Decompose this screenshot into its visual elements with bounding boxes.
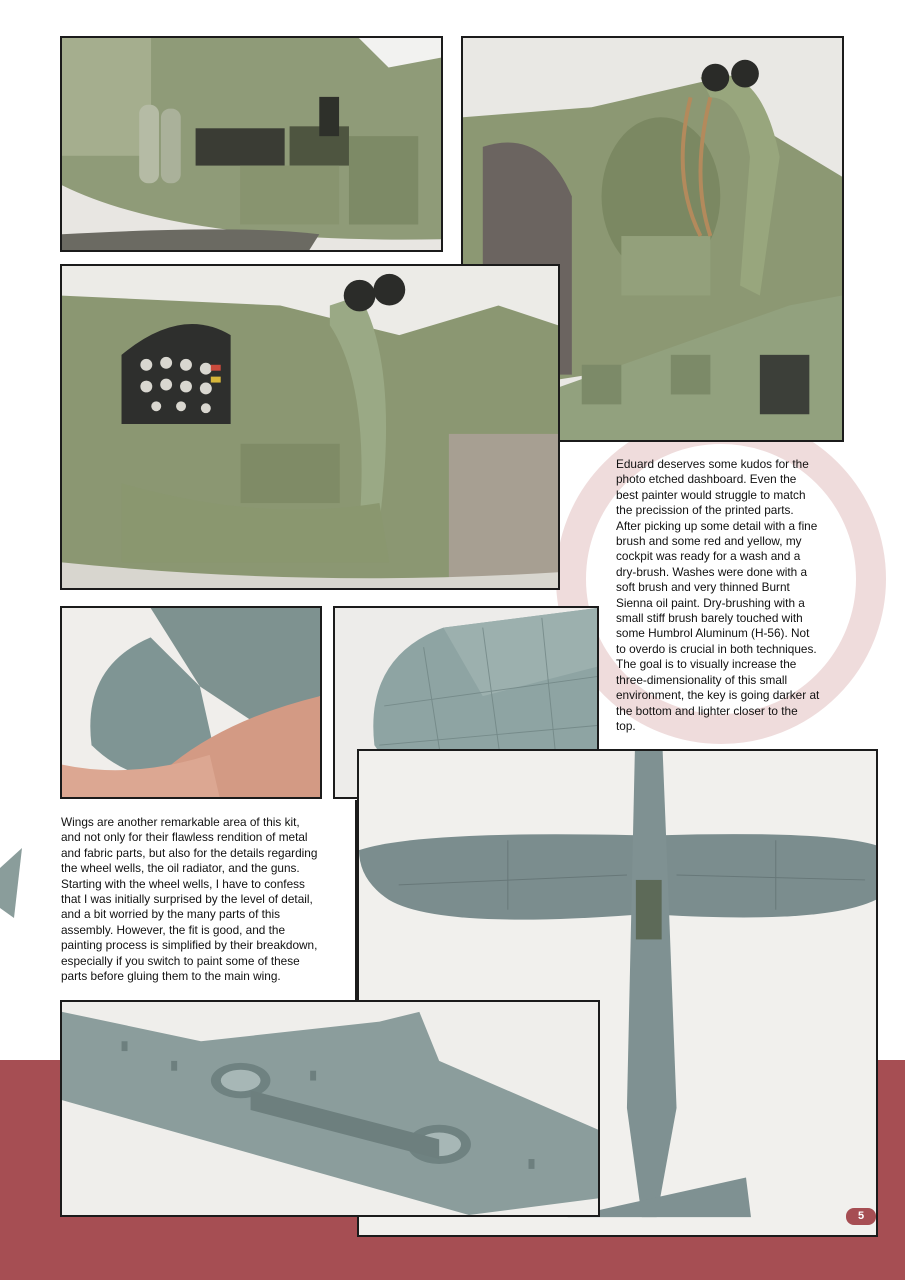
cropped-photo-fragment (0, 848, 26, 918)
wingtip-in-hand-photo (60, 606, 322, 799)
text-line: some Humbrol Aluminum (H-56). Not (616, 626, 810, 641)
lower-wing-photo (60, 1000, 600, 1217)
text-frame-line (355, 800, 357, 1000)
text-line: The goal is to visually increase the (616, 657, 797, 672)
cockpit-sidewall-photo (60, 36, 443, 252)
text-line: Starting with the wheel wells, I have to confess (61, 876, 305, 891)
text-line: three-dimensionality of this small (616, 672, 788, 687)
text-line: soft brush and very thinned Burnt (616, 580, 790, 595)
text-line: painting process is simplified by their breakdown, (61, 938, 318, 953)
text-line: and fabric parts, but also for the details regarding (61, 845, 318, 860)
text-line: cockpit was ready for a wash and a (616, 549, 801, 564)
text-line: that I was initially surprised by the level of detail, (61, 892, 313, 907)
text-line: to overdo is crucial in both techniques. (616, 641, 817, 656)
text-line: environment, the key is going darker at (616, 688, 820, 703)
text-line: small stiff brush barely touched with (616, 611, 803, 626)
text-line: dry-brush. Washes were done with a (616, 564, 808, 579)
text-line: and a bit worried by the many parts of this (61, 907, 281, 922)
text-line: Eduard deserves some kudos for the (616, 457, 809, 471)
text-line: After picking up some detail with a fine (616, 518, 818, 533)
text-line: parts before gluing them to the main wing. (61, 969, 281, 984)
page-number: 5 (846, 1208, 876, 1225)
text-line: Sienna oil paint. Dry-brushing with a (616, 595, 805, 610)
dashboard-paragraph (616, 457, 838, 734)
text-line: especially if you switch to paint some of these (61, 953, 300, 968)
text-line: the bottom and lighter closer to the (616, 703, 798, 718)
text-line: Wings are another remarkable area of this kit, (61, 815, 300, 829)
text-line: brush and some red and yellow, my (616, 534, 802, 549)
text-line: top. (616, 718, 636, 733)
text-line: and not only for their flawless rendition of metal (61, 830, 308, 845)
text-line: assembly. However, the fit is good, and the (61, 922, 286, 937)
text-line: the wheel wells, the oil radiator, and the guns. (61, 861, 300, 876)
text-line: photo etched dashboard. Even the (616, 472, 797, 487)
wings-paragraph (61, 815, 353, 984)
text-line: the precission of the printed parts. (616, 503, 794, 518)
text-line: best painter would struggle to match (616, 487, 806, 502)
cockpit-dashboard-photo (60, 264, 560, 590)
